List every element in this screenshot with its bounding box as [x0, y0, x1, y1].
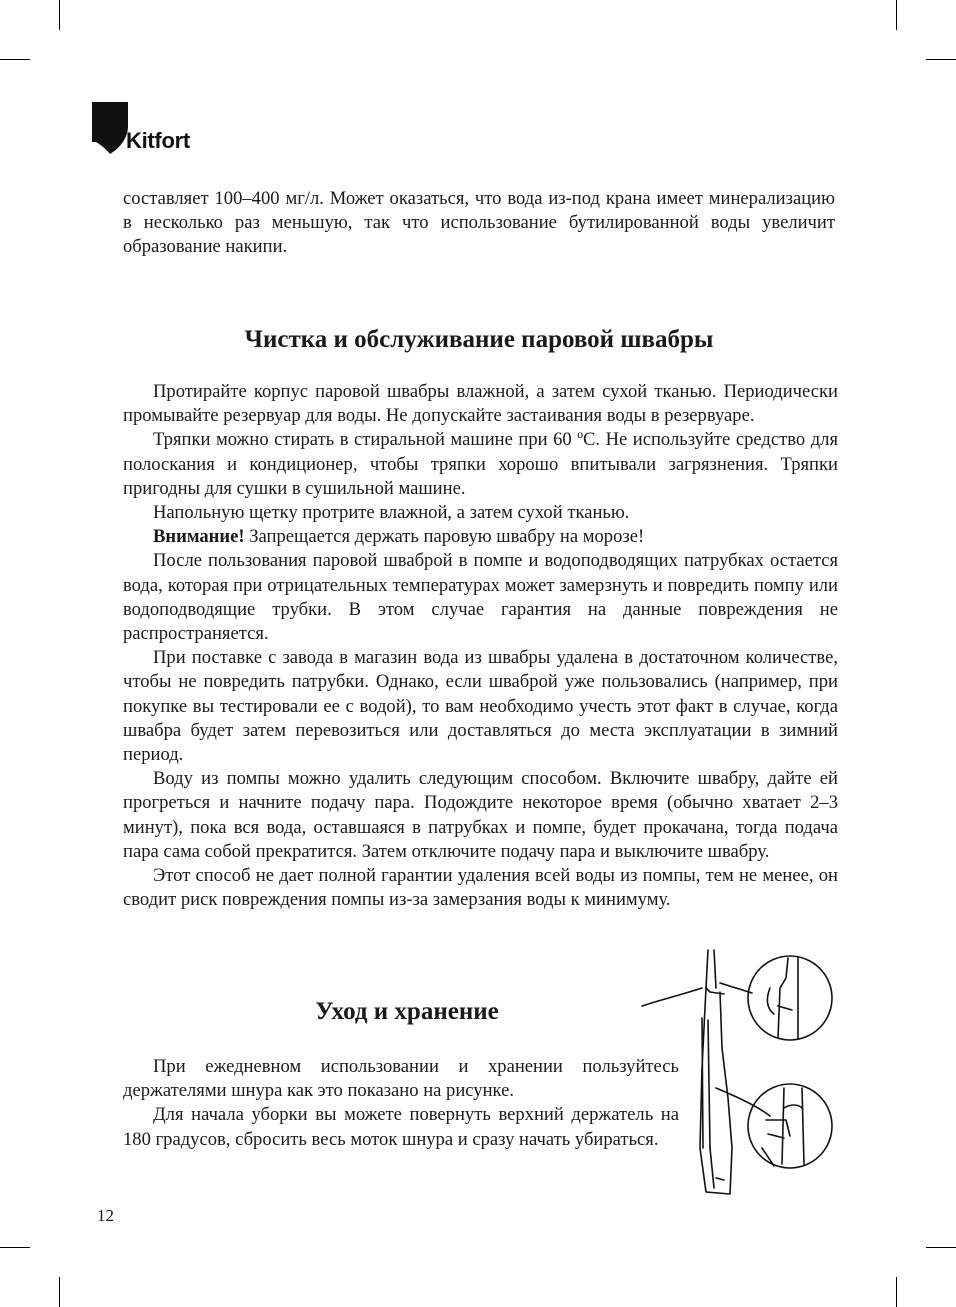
section-title-storage: Уход и хранение [315, 998, 499, 1025]
crop-mark [896, 1277, 897, 1307]
paragraph: Для начала уборки вы можете повернуть верхний держатель на 180 градусов, сбросить весь моток шнура и сразу начать убираться. [123, 1104, 679, 1150]
paragraph: При ежедневном использовании и хранении пользуйтесь держателями шнура как это показано на рисунке. [123, 1056, 679, 1102]
paragraph: Тряпки можно стирать в стиральной машине при 60 ºC. Не используйте средство для полоскания и кондиционер, чтобы тряпки хорошо впитывали загрязнения. Тряпки пригодны для сушки в сушильной машине. [123, 429, 838, 499]
section-title-cleaning: Чистка и обслуживание паровой швабры [244, 326, 714, 353]
crop-mark [59, 1277, 60, 1307]
paragraph: После пользования паровой шваброй в помпе и водоподводящих патрубках остается вода, которая при отрицательных температурах может замерзнуть и повредить помпу или водоподводящие трубки. В этом случае гарантия на данные повреждения не распространяется. [123, 550, 838, 645]
crop-mark [0, 1247, 30, 1248]
crop-mark [0, 59, 30, 60]
storage-body [123, 1055, 679, 1152]
crop-mark [59, 0, 60, 30]
paragraph: Воду из помпы можно удалить следующим способом. Включите швабру, дайте ей прогреться и начните подачу пара. Подождите некоторое время (обычно хватает 2–3 минут), пока вся вода, оставшаяся в патрубках и помпе, будет прокачана, тогда подача пара сама собой прекратится. Затем отключите подачу пара и выключите швабру. [123, 768, 838, 862]
paragraph: Протирайте корпус паровой швабры влажной, а затем сухой тканью. Периодически промывайте резервуар для воды. Не допускайте застаивания воды в резервуаре. [123, 381, 838, 427]
brand-name: Kitfort [126, 128, 190, 153]
intro-text [123, 187, 835, 260]
cord-holder-illustration [640, 948, 840, 1196]
crop-mark [926, 1247, 956, 1248]
intro-paragraph: составляет 100–400 мг/л. Может оказаться, что вода из-под крана имеет минерализацию в несколько раз меньшую, так что использование бутилированной воды увеличит образование накипи. [123, 188, 835, 258]
crop-mark [926, 59, 956, 60]
paragraph: При поставке с завода в магазин вода из швабры удалена в достаточном количестве, чтобы не повредить патрубки. Однако, если шваброй уже пользовались (например, при покупке вы тестировали ее с водой), то вам необходимо учесть этот факт в случае, когда швабра будет затем перевозиться или доставляться до места эксплуатации в зимний период. [123, 647, 838, 766]
crop-mark [896, 0, 897, 30]
warning-text: Запрещается держать паровую швабру на морозе! [244, 526, 645, 548]
paragraph: Этот способ не дает полной гарантии удаления всей воды из помпы, тем не менее, он сводит риск повреждения помпы из-за замерзания воды к минимуму. [123, 865, 838, 911]
warning-label: Внимание! [153, 526, 245, 548]
paragraph: Напольную щетку протрите влажной, а затем сухой тканью. [153, 502, 630, 524]
cleaning-body [123, 380, 838, 912]
page-number: 12 [97, 1206, 114, 1225]
warning-paragraph [123, 525, 838, 549]
